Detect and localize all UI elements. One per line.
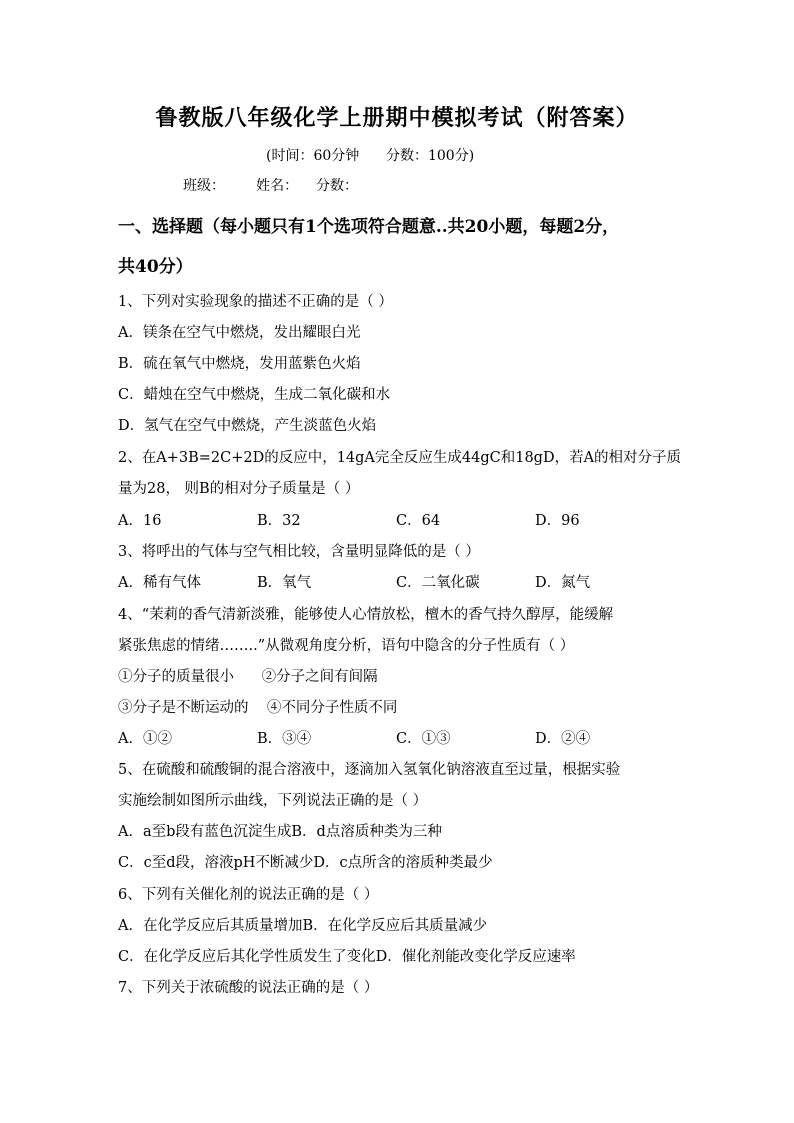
- question-4-option-a: A．①②: [118, 731, 172, 747]
- question-2-stem-line2: 量为28， 则B的相对分子质量是（ ）: [118, 481, 360, 497]
- question-5-options-cd: C．c至d段，溶液pH不断减少D．c点所含的溶质种类最少: [118, 855, 493, 871]
- section-heading-line1: 一、选择题（每小题只有1个选项符合题意..共20小题，每题2分，: [118, 217, 620, 237]
- page-title: 鲁教版八年级化学上册期中模拟考试（附答案）: [155, 105, 639, 131]
- question-6-options-ab: A．在化学反应后其质量增加B．在化学反应后其质量减少: [118, 918, 488, 934]
- question-2-option-b: B．32: [257, 513, 301, 529]
- question-6-options-cd: C．在化学反应后其化学性质发生了变化D．催化剂能改变化学反应速率: [118, 949, 576, 965]
- question-5-stem-line2: 实施绘制如图所示曲线，下列说法正确的是（ ）: [118, 793, 428, 809]
- question-3-stem: 3、将呼出的气体与空气相比较，含量明显降低的是（ ）: [118, 544, 480, 560]
- question-3-option-d: D．氮气: [535, 575, 591, 591]
- question-1-option-a: A．镁条在空气中燃烧，发出耀眼白光: [118, 325, 361, 341]
- question-5-options-ab: A．a至b段有蓝色沉淀生成B．d点溶质种类为三种: [118, 824, 442, 840]
- question-4-option-b: B．③④: [257, 731, 312, 747]
- question-3-option-a: A．稀有气体: [118, 575, 201, 591]
- student-info-line: 班级： 姓名： 分数：: [183, 178, 358, 194]
- question-1-stem: 1、下列对实验现象的描述不正确的是（ ）: [118, 294, 393, 310]
- question-6-stem: 6、下列有关催化剂的说法正确的是（ ）: [118, 887, 379, 903]
- question-1-option-d: D．氢气在空气中燃烧，产生淡蓝色火焰: [118, 418, 377, 434]
- question-4-stem-line1: 4、“茉莉的香气清新淡雅，能够使人心情放松，檀木的香气持久醇厚，能缓解: [118, 607, 614, 623]
- question-2-option-d: D．96: [535, 513, 580, 529]
- question-5-stem-line1: 5、在硫酸和硫酸铜的混合溶液中，逐滴加入氢氧化钠溶液直至过量，根据实验: [118, 762, 621, 778]
- question-1-option-c: C．蜡烛在空气中燃烧，生成二氧化碳和水: [118, 387, 391, 403]
- question-3-option-c: C．二氧化碳: [396, 575, 480, 591]
- question-4-option-c: C．①③: [396, 731, 451, 747]
- question-7-stem: 7、下列关于浓硫酸的说法正确的是（ ）: [118, 980, 379, 996]
- question-4-option-d: D．②④: [535, 731, 591, 747]
- question-3-option-b: B．氧气: [257, 575, 312, 591]
- question-4-stem-line2: 紧张焦虑的情绪……..”从微观角度分析，语句中隐含的分子性质有（ ）: [118, 638, 575, 654]
- question-4-statements-2: ③分子是不断运动的 ④不同分子性质不同: [118, 700, 398, 716]
- question-1-option-b: B．硫在氧气中燃烧，发用蓝紫色火焰: [118, 356, 361, 372]
- question-2-option-c: C．64: [396, 513, 441, 529]
- question-2-option-a: A．16: [118, 513, 162, 529]
- section-heading-line2: 共40分）: [118, 257, 193, 277]
- question-4-statements-1: ①分子的质量很小 ②分子之间有间隔: [118, 669, 378, 685]
- question-2-stem-line1: 2、在A+3B=2C+2D的反应中，14gA完全反应生成44gC和18gD，若A的相对分子质: [118, 450, 682, 466]
- time-score-info: (时间：60分钟 分数：100分): [266, 148, 475, 164]
